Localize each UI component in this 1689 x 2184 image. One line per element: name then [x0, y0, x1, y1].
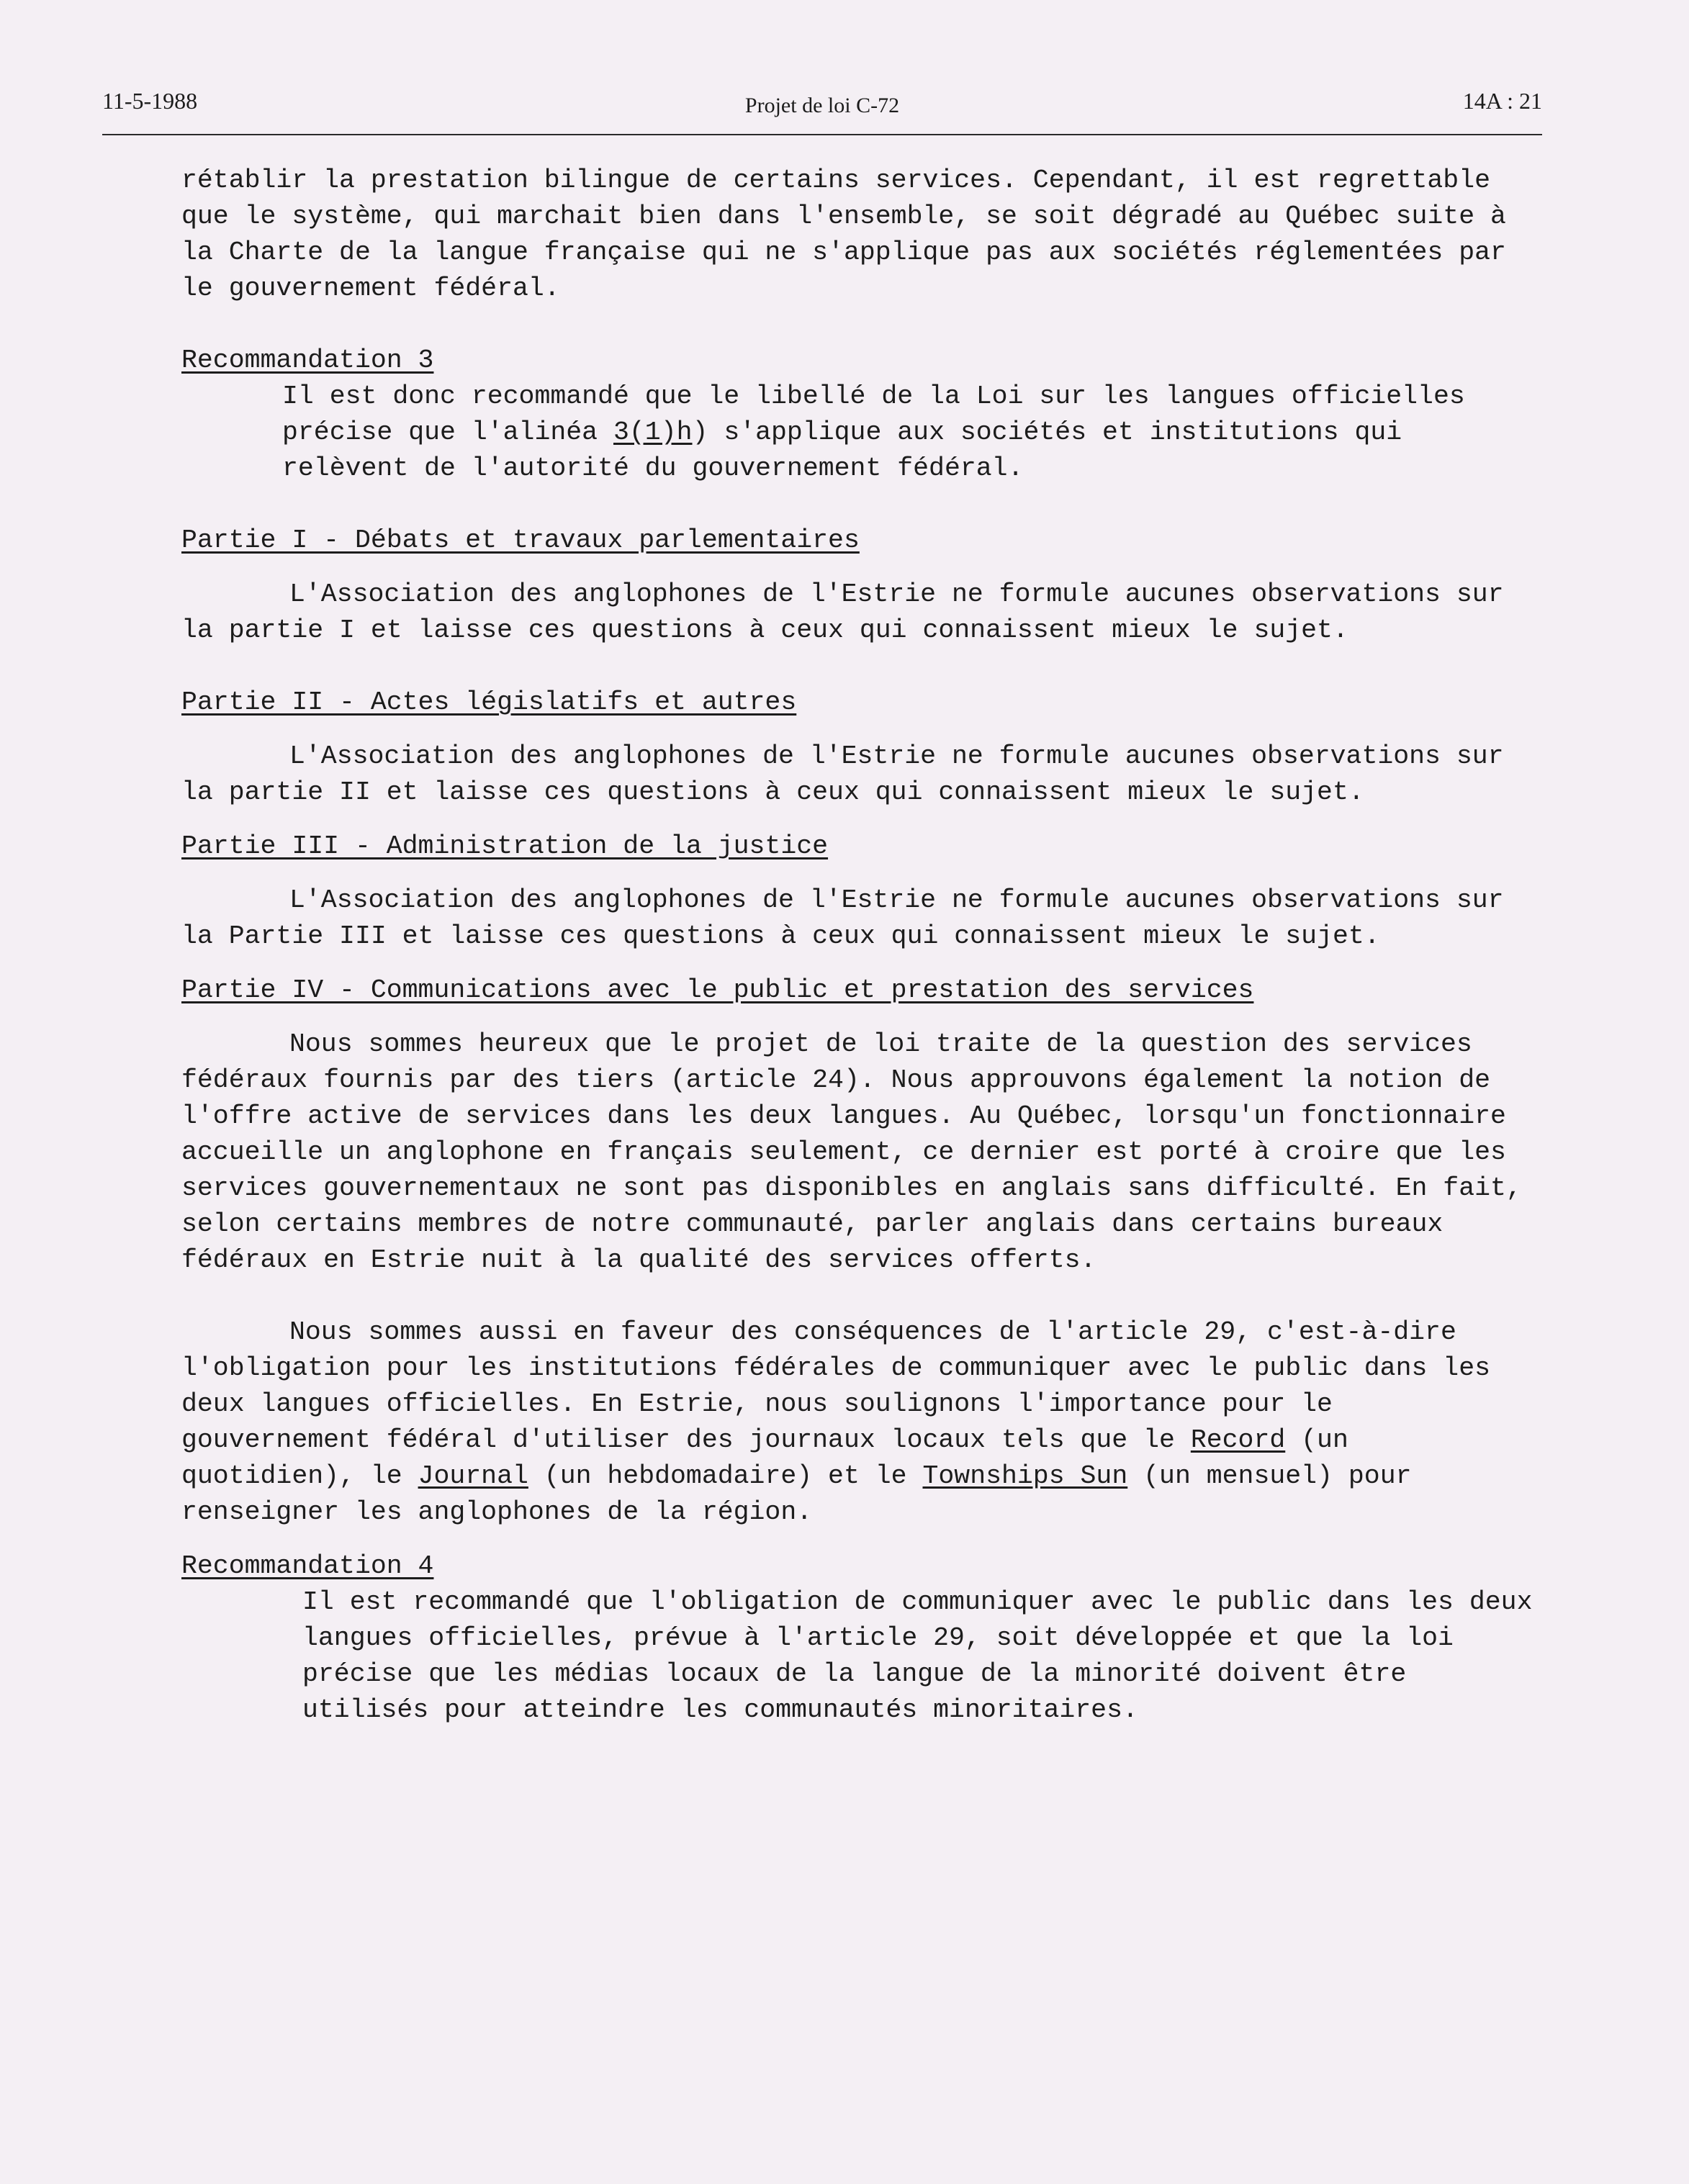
document-body — [181, 163, 1535, 1728]
header-title: Projet de loi C-72 — [744, 94, 900, 117]
rec4-text: Il est recommandé que l'obligation de communiquer avec le public dans les deux langues officielles, prévue à l'article 29, soit développée et que la loi précise que les médias locaux de la langue de la minorité doivent être utilisés pour atteindre les communautés minoritaires. — [302, 1587, 1533, 1725]
part4-paragraph-1: Nous sommes heureux que le projet de loi traite de la question des services fédéraux fournis par des tiers (article 24). Nous approuvons également la notion de l'offre active de services dans les deux langues. Au Québec, lorsqu'un fonctionnaire accueille un anglophone en français seulement, ce dernier est porté à croire que les services gouvernementaux ne sont pas disponibles en anglais sans difficulté. En fait, selon certains membres de notre communauté, parler anglais dans certains bureaux fédéraux en Estrie nuit à la qualité des services offerts. — [181, 1029, 1522, 1275]
newspaper-journal: Journal — [418, 1461, 528, 1491]
part2-heading: Partie II - Actes législatifs et autres — [181, 687, 797, 717]
header-rule — [102, 134, 1542, 135]
part4-heading: Partie IV - Communications avec le public et prestation des services — [181, 975, 1254, 1005]
rec3-text-after: ) s'applique aux sociétés et institutions qui relèvent de l'autorité du gouvernement fédéral. — [282, 418, 1402, 483]
part4-paragraph-2-b: (un quotidien), le — [181, 1425, 1348, 1491]
part4-paragraph-2 — [181, 1314, 1535, 1530]
part1-heading: Partie I - Débats et travaux parlementaires — [181, 525, 860, 555]
intro-paragraph: rétablir la prestation bilingue de certains services. Cependant, il est regrettable que le système, qui marchait bien dans l'ensemble, se soit dégradé au Québec suite à la Charte de la langue française qui ne s'applique pas aux sociétés réglementées par le gouvernement fédéral. — [181, 166, 1506, 303]
part4-paragraph-2-a: Nous sommes aussi en faveur des conséquences de l'article 29, c'est-à-dire l'obligation pour les institutions fédérales de communiquer avec le public dans les deux langues officielles. En Estrie, nous soulignons l'importance pour le gouvernement fédéral d'utiliser des journaux locaux tels que le — [181, 1317, 1490, 1455]
newspaper-record: Record — [1190, 1425, 1286, 1455]
part1-text: L'Association des anglophones de l'Estrie ne formule aucunes observations sur la partie I et laisse ces questions à ceux qui connaissent mieux le sujet. — [181, 579, 1504, 645]
newspaper-townships-sun: Townships Sun — [922, 1461, 1128, 1491]
rec3-text — [181, 379, 1535, 487]
part3-text: L'Association des anglophones de l'Estrie ne formule aucunes observations sur la Partie III et laisse ces questions à ceux qui connaissent mieux le sujet. — [181, 885, 1504, 951]
header-date: 11-5-1988 — [102, 88, 198, 114]
rec3-heading: Recommandation 3 — [181, 346, 434, 375]
part4-paragraph-2-d: (un mensuel) pour renseigner les anglophones de la région. — [181, 1461, 1412, 1527]
page-header — [102, 85, 1542, 128]
part2-text: L'Association des anglophones de l'Estrie ne formule aucunes observations sur la partie II et laisse ces questions à ceux qui connaissent mieux le sujet. — [181, 741, 1504, 807]
header-page-number: 14A : 21 — [1462, 88, 1542, 114]
rec4-heading: Recommandation 4 — [181, 1551, 434, 1581]
part3-heading: Partie III - Administration de la justice — [181, 831, 829, 861]
rec3-underlined-reference: 3(1)h — [613, 418, 693, 447]
rec3-text-before: Il est donc recommandé que le libellé de la Loi sur les langues officielles précise que l'alinéa — [282, 382, 1465, 447]
part4-paragraph-2-c: (un hebdomadaire) et le — [528, 1461, 923, 1491]
